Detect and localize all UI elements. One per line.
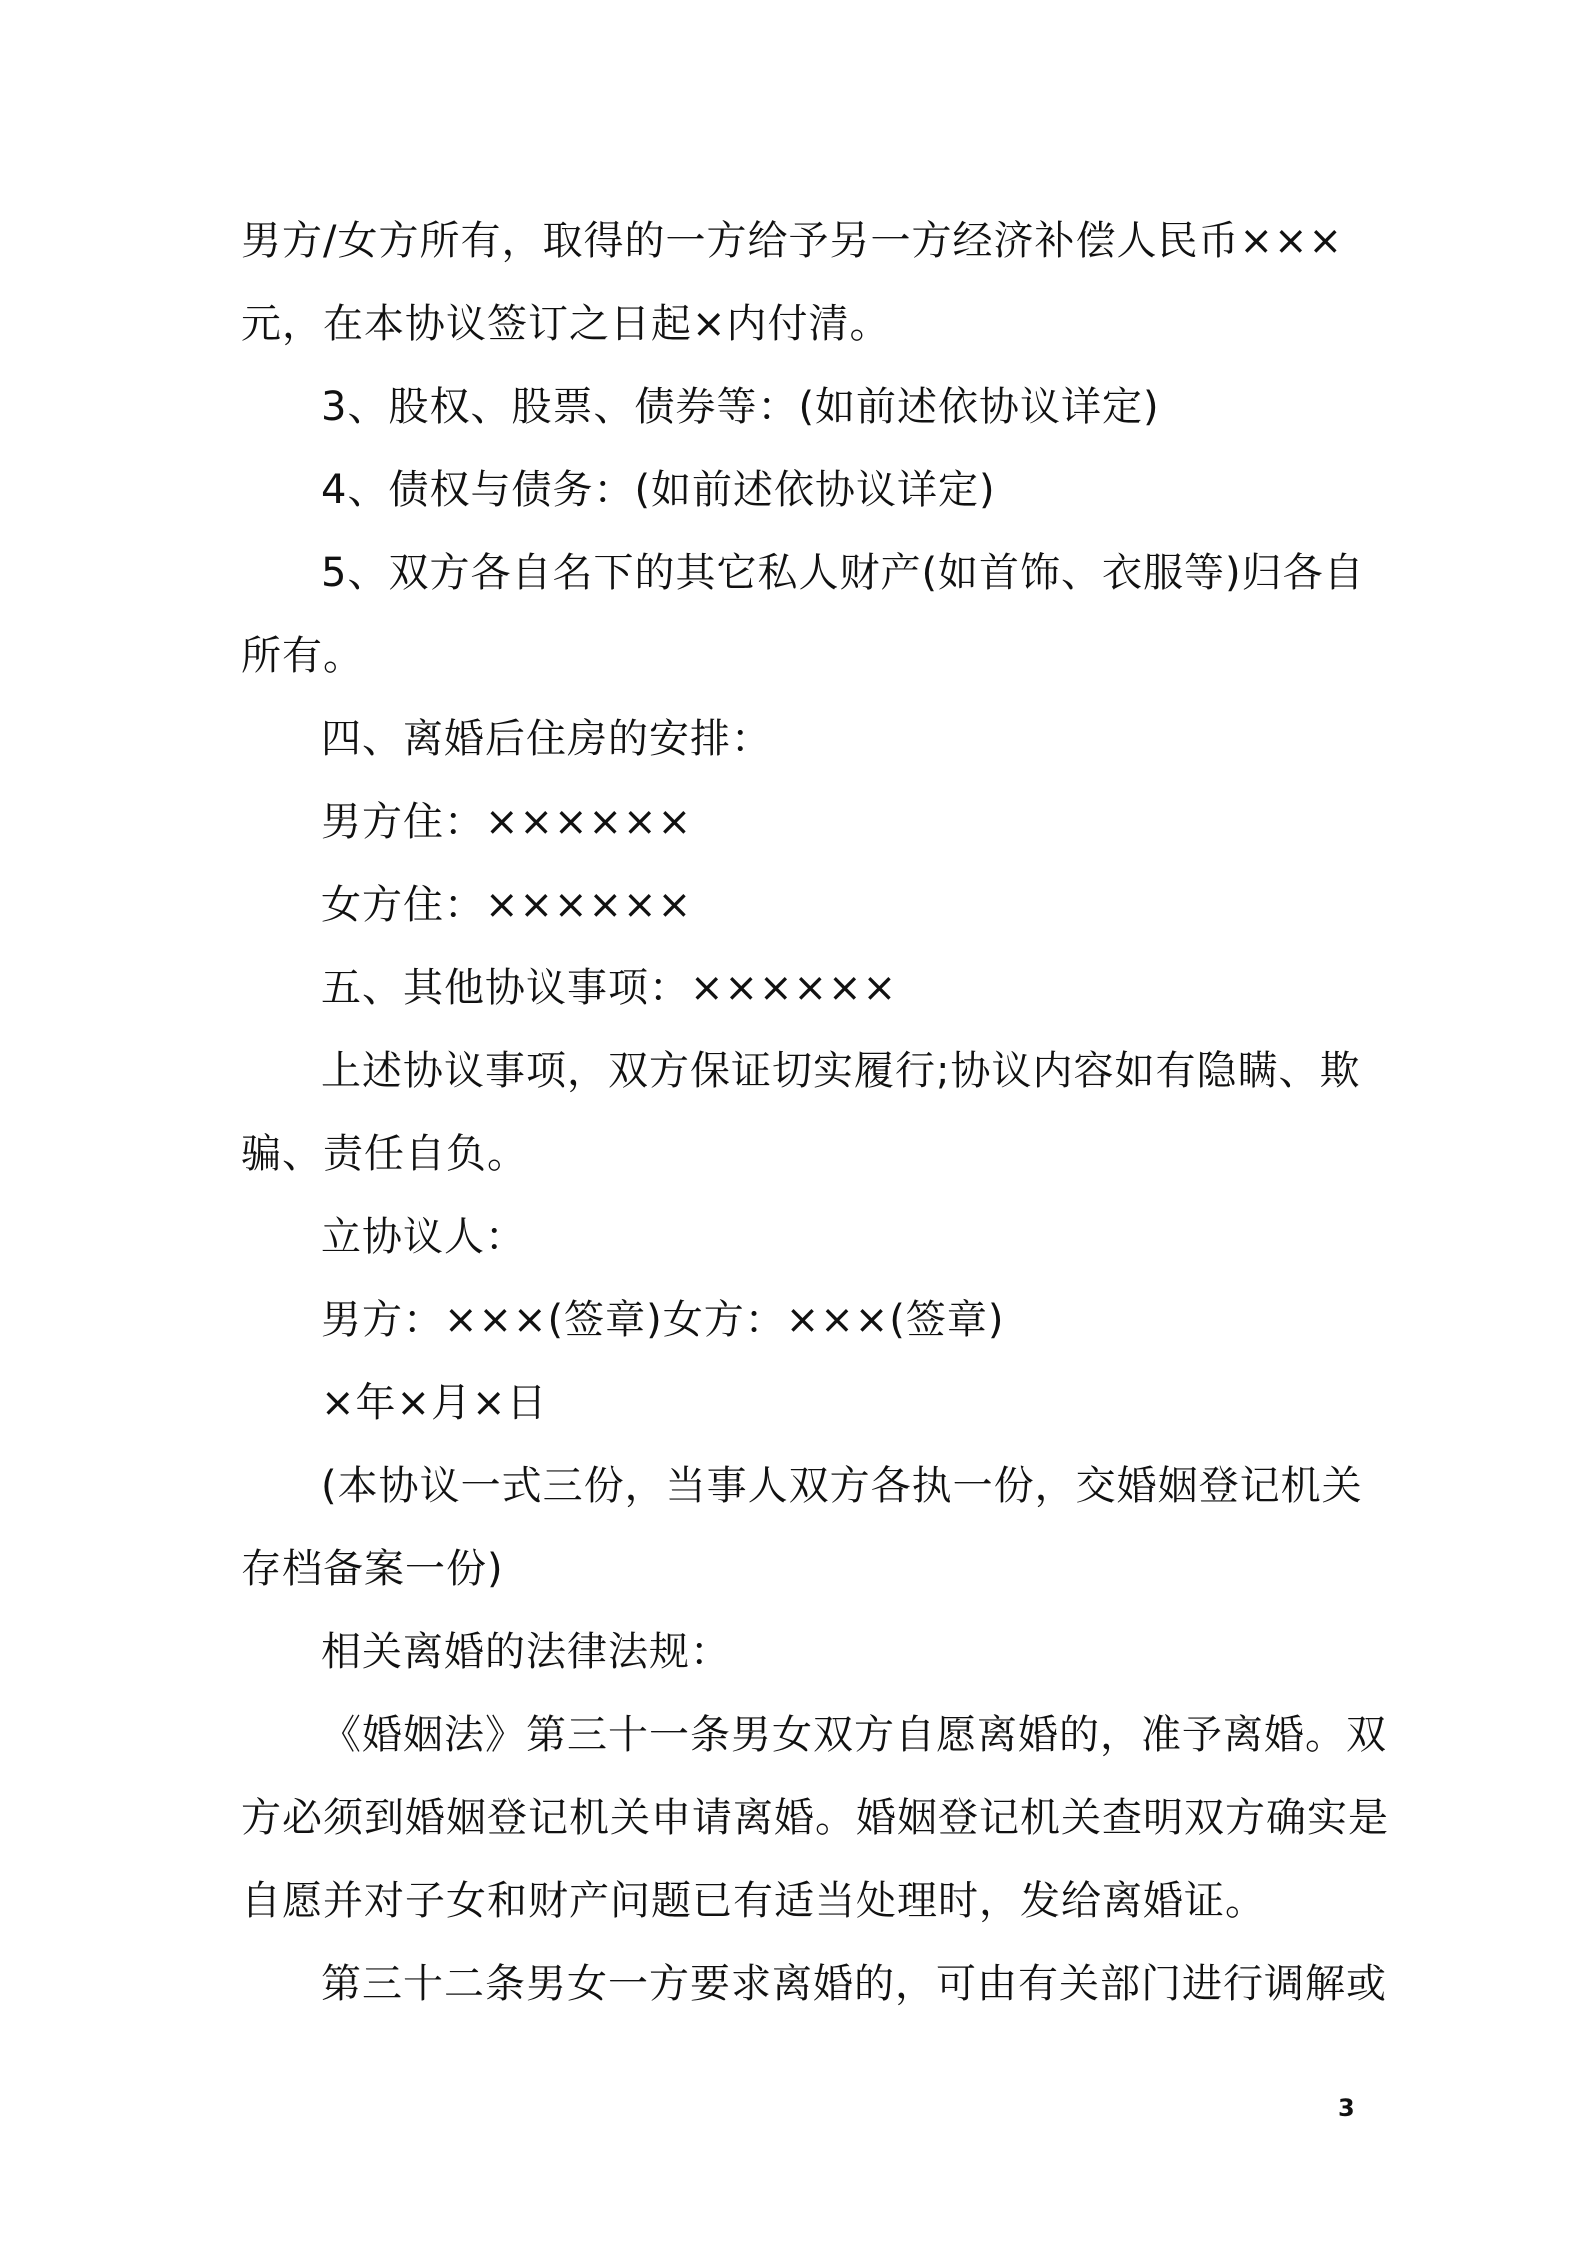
section-heading-laws: 相关离婚的法律法规： — [321, 1629, 731, 1675]
text-line-13: 立协议人： — [321, 1214, 526, 1260]
text-line-19: 《婚姻法》第三十一条男女双方自愿离婚的，准予离婚。双 — [321, 1712, 1387, 1758]
section-heading-other: 五、其他协议事项：×××××× — [321, 965, 898, 1011]
text-line-22: 第三十二条男女一方要求离婚的，可由有关部门进行调解或 — [321, 1961, 1387, 2007]
document-body — [241, 200, 1389, 2026]
text-line-11: 上述协议事项，双方保证切实履行;协议内容如有隐瞒、欺 — [321, 1048, 1361, 1094]
text-line-16: (本协议一式三份，当事人双方各执一份，交婚姻登记机关 — [321, 1463, 1363, 1509]
text-line-21: 自愿并对子女和财产问题已有适当处理时，发给离婚证。 — [241, 1878, 1266, 1924]
text-line-20: 方必须到婚姻登记机关申请离婚。婚姻登记机关查明双方确实是 — [241, 1795, 1389, 1841]
date-line: ×年×月×日 — [321, 1380, 548, 1426]
text-line-5: 5、双方各自名下的其它私人财产(如首饰、衣服等)归各自 — [321, 550, 1365, 596]
text-line-12: 骗、责任自负。 — [241, 1131, 528, 1177]
text-line-8: 男方住：×××××× — [321, 799, 693, 845]
text-line-3: 3、股权、股票、债券等：(如前述依协议详定) — [321, 384, 1160, 430]
text-line-17: 存档备案一份) — [241, 1546, 504, 1592]
page-number: 3 — [1338, 2094, 1355, 2122]
section-heading-housing: 四、离婚后住房的安排： — [321, 716, 772, 762]
text-line-4: 4、债权与债务：(如前述依协议详定) — [321, 467, 996, 513]
text-line-2: 元，在本协议签订之日起×内付清。 — [241, 301, 891, 347]
text-line-6: 所有。 — [241, 633, 364, 679]
signature-line: 男方：×××(签章)女方：×××(签章) — [321, 1297, 1005, 1343]
text-line-1: 男方/女方所有，取得的一方给予另一方经济补偿人民币××× — [241, 218, 1344, 264]
text-line-9: 女方住：×××××× — [321, 882, 693, 928]
